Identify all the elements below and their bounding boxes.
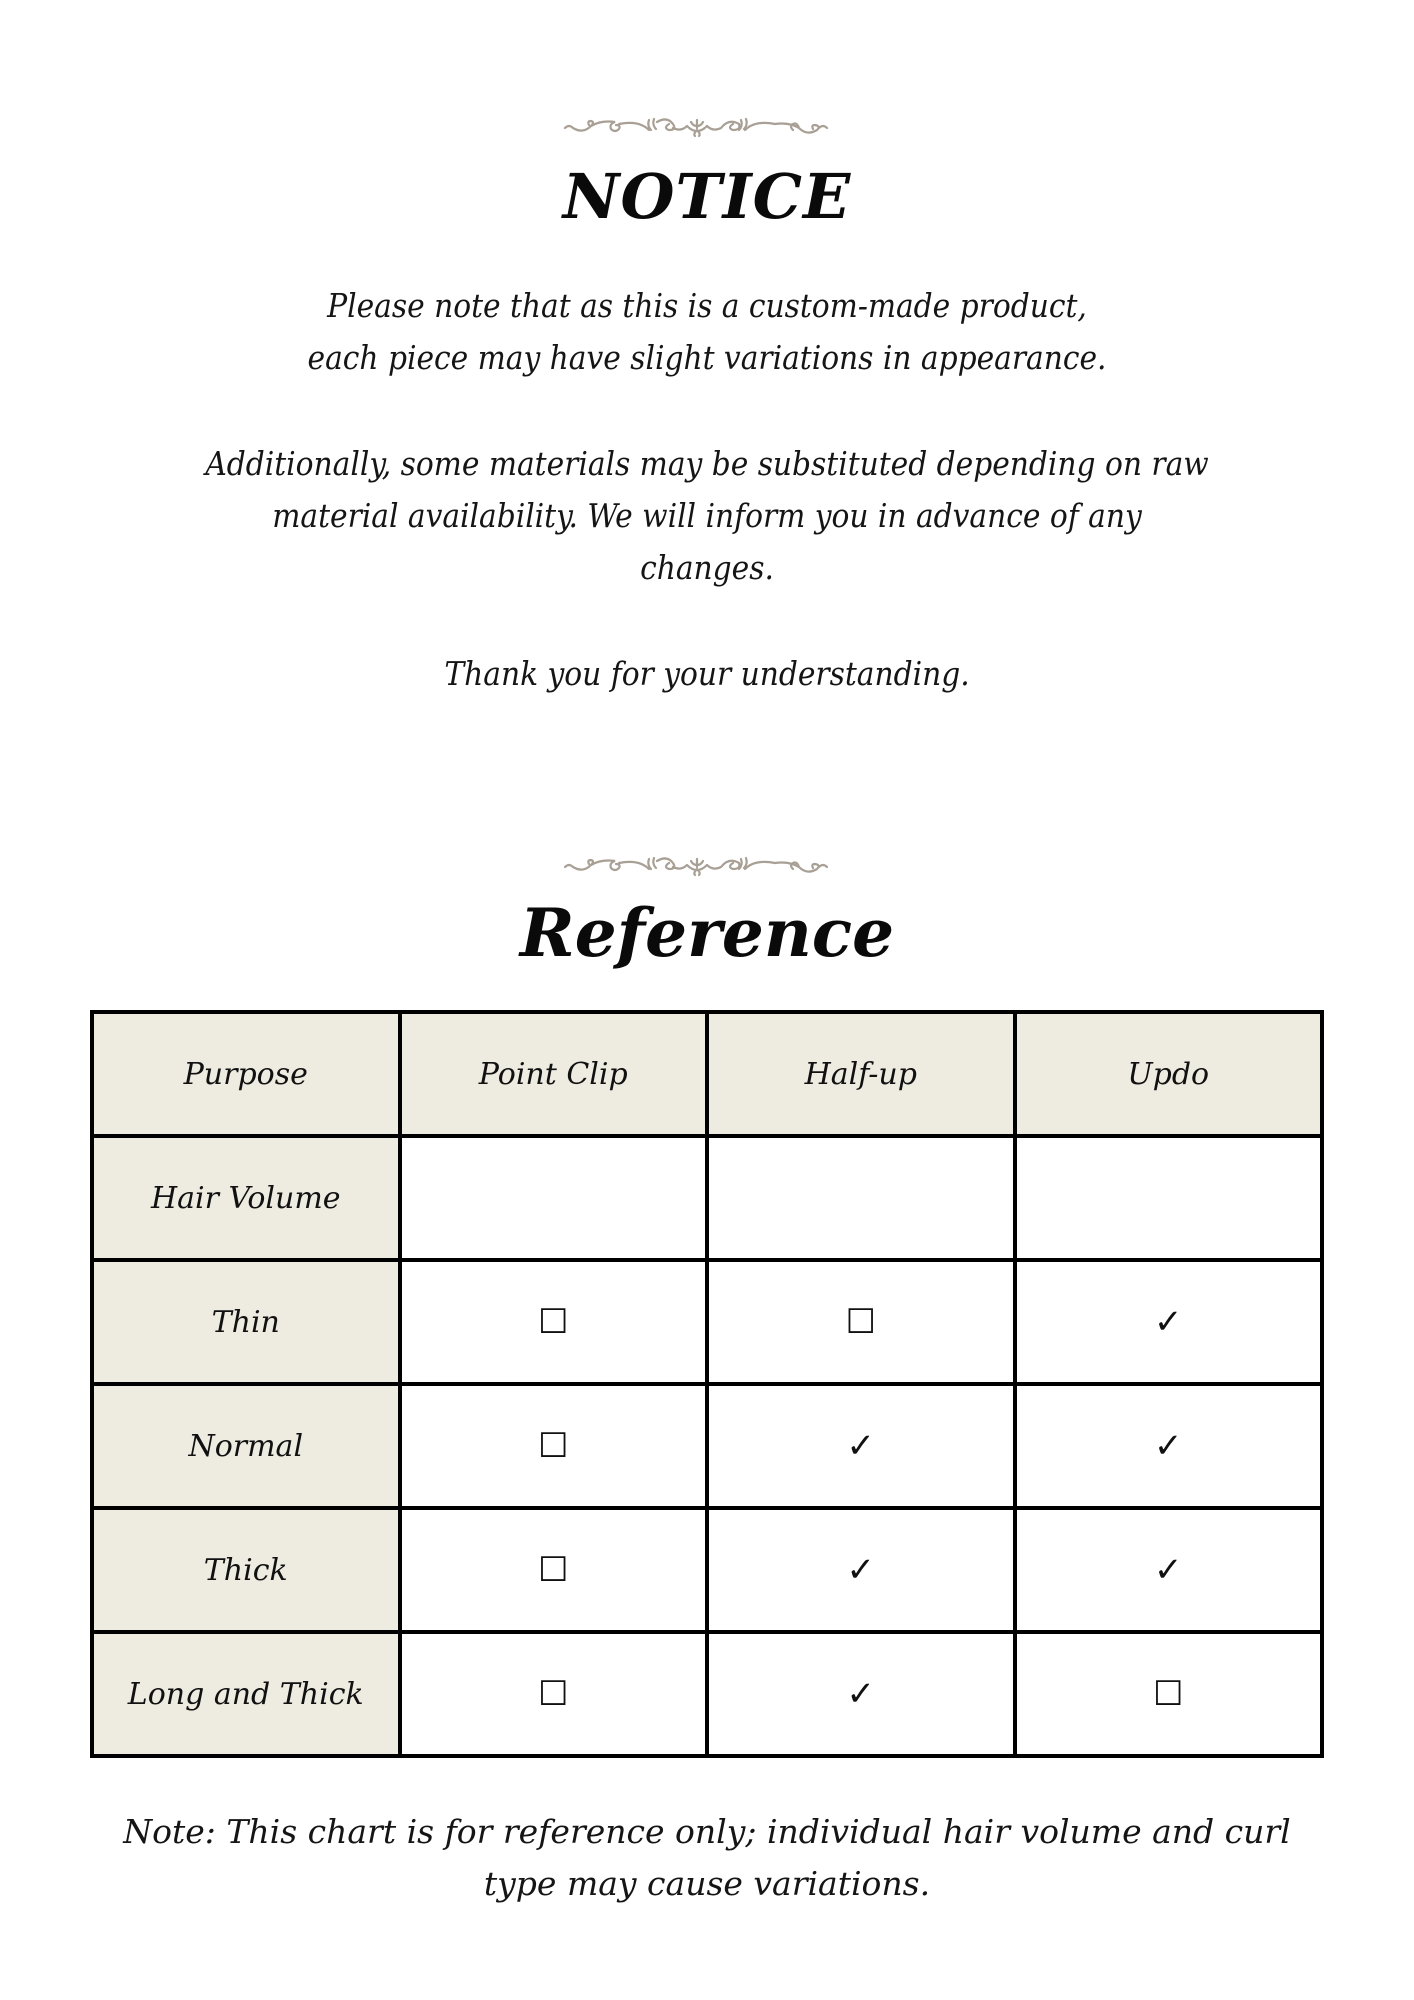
empty-cell	[400, 1136, 708, 1260]
table-row	[92, 1384, 1322, 1508]
flourish-divider-icon	[557, 116, 837, 138]
table-row	[92, 1632, 1322, 1756]
section-label-hair-volume: Hair Volume	[92, 1136, 400, 1260]
text-line: Note: This chart is for reference only; individual hair volume and curl	[123, 1812, 1291, 1851]
empty-box-icon: ☐	[400, 1508, 708, 1632]
empty-cell	[707, 1136, 1015, 1260]
check-mark-icon: ✓	[1015, 1260, 1323, 1384]
header-point-clip: Point Clip	[400, 1012, 708, 1136]
notice-paragraph-materials	[100, 438, 1314, 594]
reference-title: Reference	[519, 894, 895, 972]
table-row	[92, 1508, 1322, 1632]
empty-box-icon: ☐	[707, 1260, 1015, 1384]
row-label-long-and-thick: Long and Thick	[92, 1632, 400, 1756]
text-line: each piece may have slight variations in appearance.	[307, 338, 1107, 377]
table-section-row	[92, 1136, 1322, 1260]
empty-box-icon: ☐	[400, 1260, 708, 1384]
check-mark-icon: ✓	[707, 1632, 1015, 1756]
empty-cell	[1015, 1136, 1323, 1260]
text-line: Thank you for your understanding.	[444, 654, 970, 693]
check-mark-icon: ✓	[707, 1384, 1015, 1508]
header-purpose: Purpose	[92, 1012, 400, 1136]
flourish-divider-icon	[557, 855, 837, 877]
header-half-up: Half-up	[707, 1012, 1015, 1136]
text-line: Additionally, some materials may be substituted depending on raw	[205, 444, 1209, 483]
header-updo: Updo	[1015, 1012, 1323, 1136]
table-row	[92, 1260, 1322, 1384]
row-label-thick: Thick	[92, 1508, 400, 1632]
text-line: type may cause variations.	[483, 1864, 931, 1903]
empty-box-icon: ☐	[400, 1384, 708, 1508]
row-label-normal: Normal	[92, 1384, 400, 1508]
empty-box-icon: ☐	[1015, 1632, 1323, 1756]
text-line: changes.	[640, 548, 774, 587]
notice-title: NOTICE	[562, 160, 852, 233]
check-mark-icon: ✓	[1015, 1508, 1323, 1632]
notice-thank-you	[100, 648, 1314, 700]
empty-box-icon: ☐	[400, 1632, 708, 1756]
hairstyle-reference-table	[90, 1010, 1324, 1758]
check-mark-icon: ✓	[1015, 1384, 1323, 1508]
check-mark-icon: ✓	[707, 1508, 1015, 1632]
text-line: material availability. We will inform you in advance of any	[272, 496, 1142, 535]
notice-paragraph-custom-made	[100, 280, 1314, 384]
reference-note	[90, 1806, 1324, 1910]
row-label-thin: Thin	[92, 1260, 400, 1384]
text-line: Please note that as this is a custom-made product,	[327, 286, 1087, 325]
table-header-row	[92, 1012, 1322, 1136]
